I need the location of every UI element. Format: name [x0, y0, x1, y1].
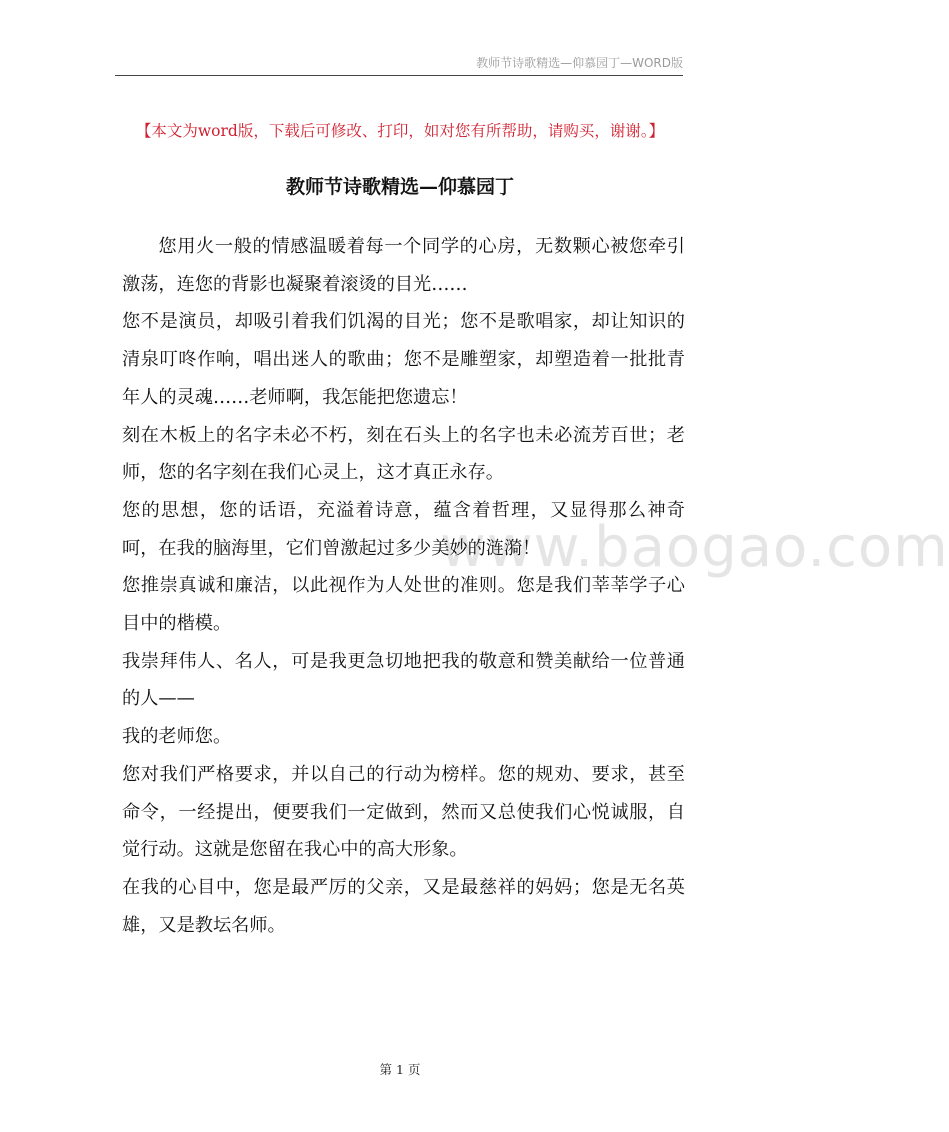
header-divider — [115, 75, 683, 76]
paragraph: 您的思想，您的话语，充溢着诗意，蕴含着哲理，又显得那么神奇呵，在我的脑海里，它们曾激起过多少美妙的涟漪！ — [122, 499, 685, 559]
paragraph: 您对我们严格要求，并以自己的行动为榜样。您的规劝、要求，甚至命令，一经提出，便要我们一定做到，然而又总使我们心悦诚服，自觉行动。这就是您留在我心中的高大形象。 — [122, 763, 685, 861]
paragraph: 您用火一般的情感温暖着每一个同学的心房，无数颗心被您牵引激荡，连您的背影也凝聚着滚烫的目光…… — [122, 236, 685, 295]
paragraph: 在我的心目中，您是最严厉的父亲，又是最慈祥的妈妈；您是无名英雄，又是教坛名师。 — [122, 876, 685, 936]
document-title: 教师节诗歌精选—仰慕园丁 — [285, 176, 514, 198]
paragraph: 刻在木板上的名字未必不朽，刻在石头上的名字也未必流芳百世；老师，您的名字刻在我们心灵上，这才真正永存。 — [122, 424, 685, 484]
paragraph: 我的老师您。 — [122, 726, 232, 748]
document-body — [122, 228, 685, 944]
paragraph: 您不是演员，却吸引着我们饥渴的目光；您不是歌唱家，却让知识的清泉叮咚作响，唱出迷人的歌曲；您不是雕塑家，却塑造着一批批青年人的灵魂……老师啊，我怎能把您遗忘！ — [122, 311, 685, 408]
paragraph: 我崇拜伟人、名人，可是我更急切地把我的敬意和赞美献给一位普通的人—— — [122, 650, 685, 710]
running-header: 教师节诗歌精选—仰慕园丁—WORD版 — [476, 56, 683, 70]
watermark: www.baogao.com — [440, 515, 949, 580]
page-number: 第 1 页 — [379, 1062, 421, 1077]
paragraph: 您推崇真诚和廉洁，以此视作为人处世的准则。您是我们莘莘学子心目中的楷模。 — [122, 575, 685, 635]
download-notice: 【本文为word版，下载后可修改、打印，如对您有所帮助，请购买，谢谢。】 — [135, 122, 665, 140]
